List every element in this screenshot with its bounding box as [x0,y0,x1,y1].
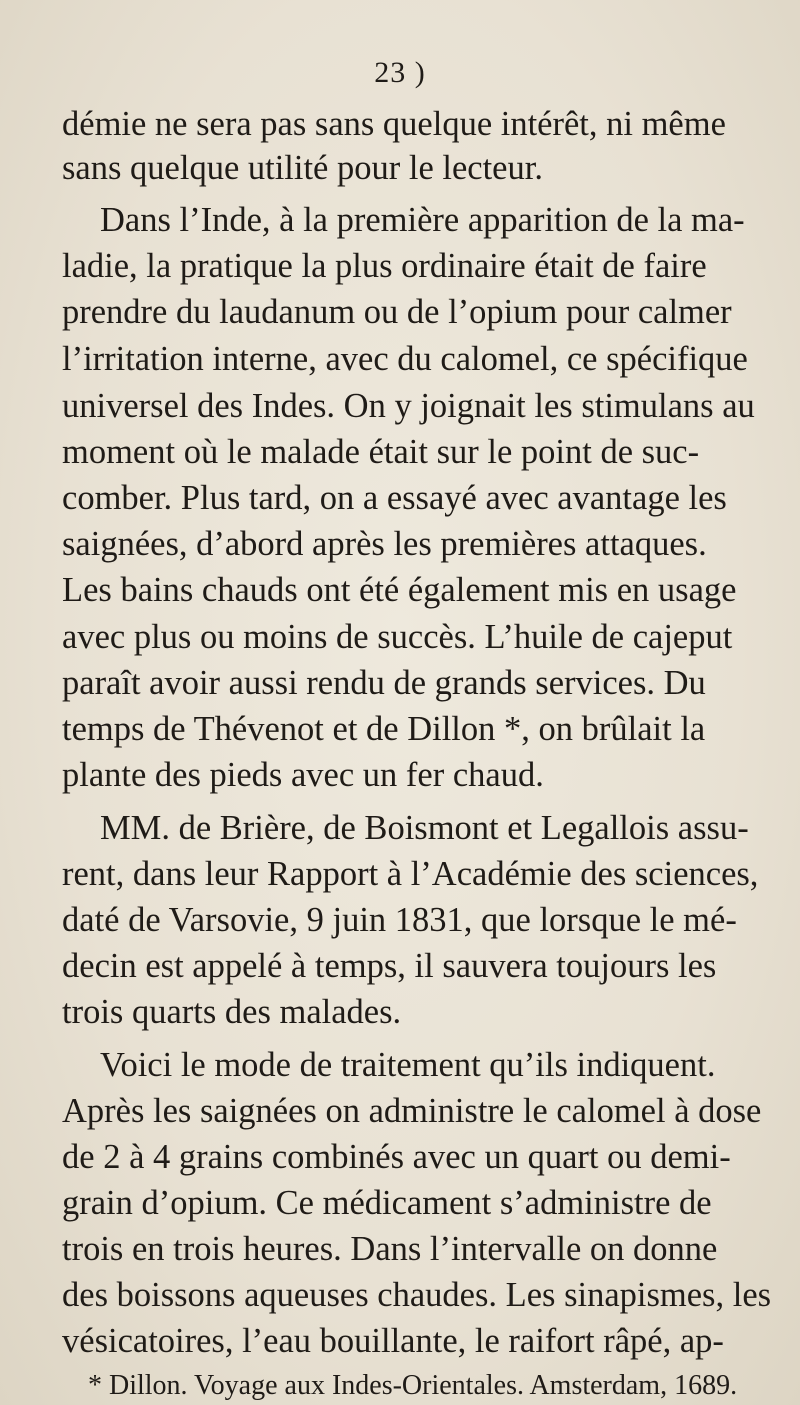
text-line: saignées, d’abord après les premières attaques. [62,525,707,563]
text-line: des boissons aqueuses chaudes. Les sinapismes, les [62,1276,772,1314]
text-line: avec plus ou moins de succès. L’huile de cajeput [62,618,733,656]
text-line: prendre du laudanum ou de l’opium pour calmer [62,293,732,331]
text-line: MM. de Brière, de Boismont et Legallois assu- [100,809,749,847]
text-line: temps de Thévenot et de Dillon *, on brûlait la [62,710,706,748]
text-line: moment où le malade était sur le point de suc- [62,433,700,471]
text-line: trois quarts des malades. [62,993,402,1031]
text-line: comber. Plus tard, on a essayé avec avantage les [62,479,727,517]
text-line: universel des Indes. On y joignait les stimulans au [62,387,755,425]
text-line: démie ne sera pas sans quelque intérêt, ni même [62,105,726,143]
text-line: l’irritation interne, avec du calomel, ce spécifique [62,340,748,378]
text-line: vésicatoires, l’eau bouillante, le raifort râpé, ap- [62,1322,724,1360]
text-line: paraît avoir aussi rendu de grands services. Du [62,664,706,702]
text-line: daté de Varsovie, 9 juin 1831, que lorsque le mé- [62,901,737,939]
page-number: 23 ) [374,56,426,89]
text-line: grain d’opium. Ce médicament s’administre de [62,1184,712,1222]
text-line: Les bains chauds ont été également mis en usage [62,571,737,609]
text-line: de 2 à 4 grains combinés avec un quart ou demi- [62,1138,731,1176]
text-line: Après les saignées on administre le calomel à dose [62,1092,762,1130]
text-line: plante des pieds avec un fer chaud. [62,756,544,794]
footnote: * Dillon. Voyage aux Indes-Orientales. Amsterdam, 1689. [88,1370,738,1401]
text-line: trois en trois heures. Dans l’intervalle on donne [62,1230,718,1268]
text-line: sans quelque utilité pour le lecteur. [62,149,543,187]
text-line: decin est appelé à temps, il sauvera toujours les [62,947,717,985]
text-line: rent, dans leur Rapport à l’Académie des sciences, [62,855,759,893]
text-line: Dans l’Inde, à la première apparition de la ma- [100,201,745,239]
text-line: ladie, la pratique la plus ordinaire était de faire [62,247,707,285]
text-line: Voici le mode de traitement qu’ils indiquent. [100,1046,716,1084]
